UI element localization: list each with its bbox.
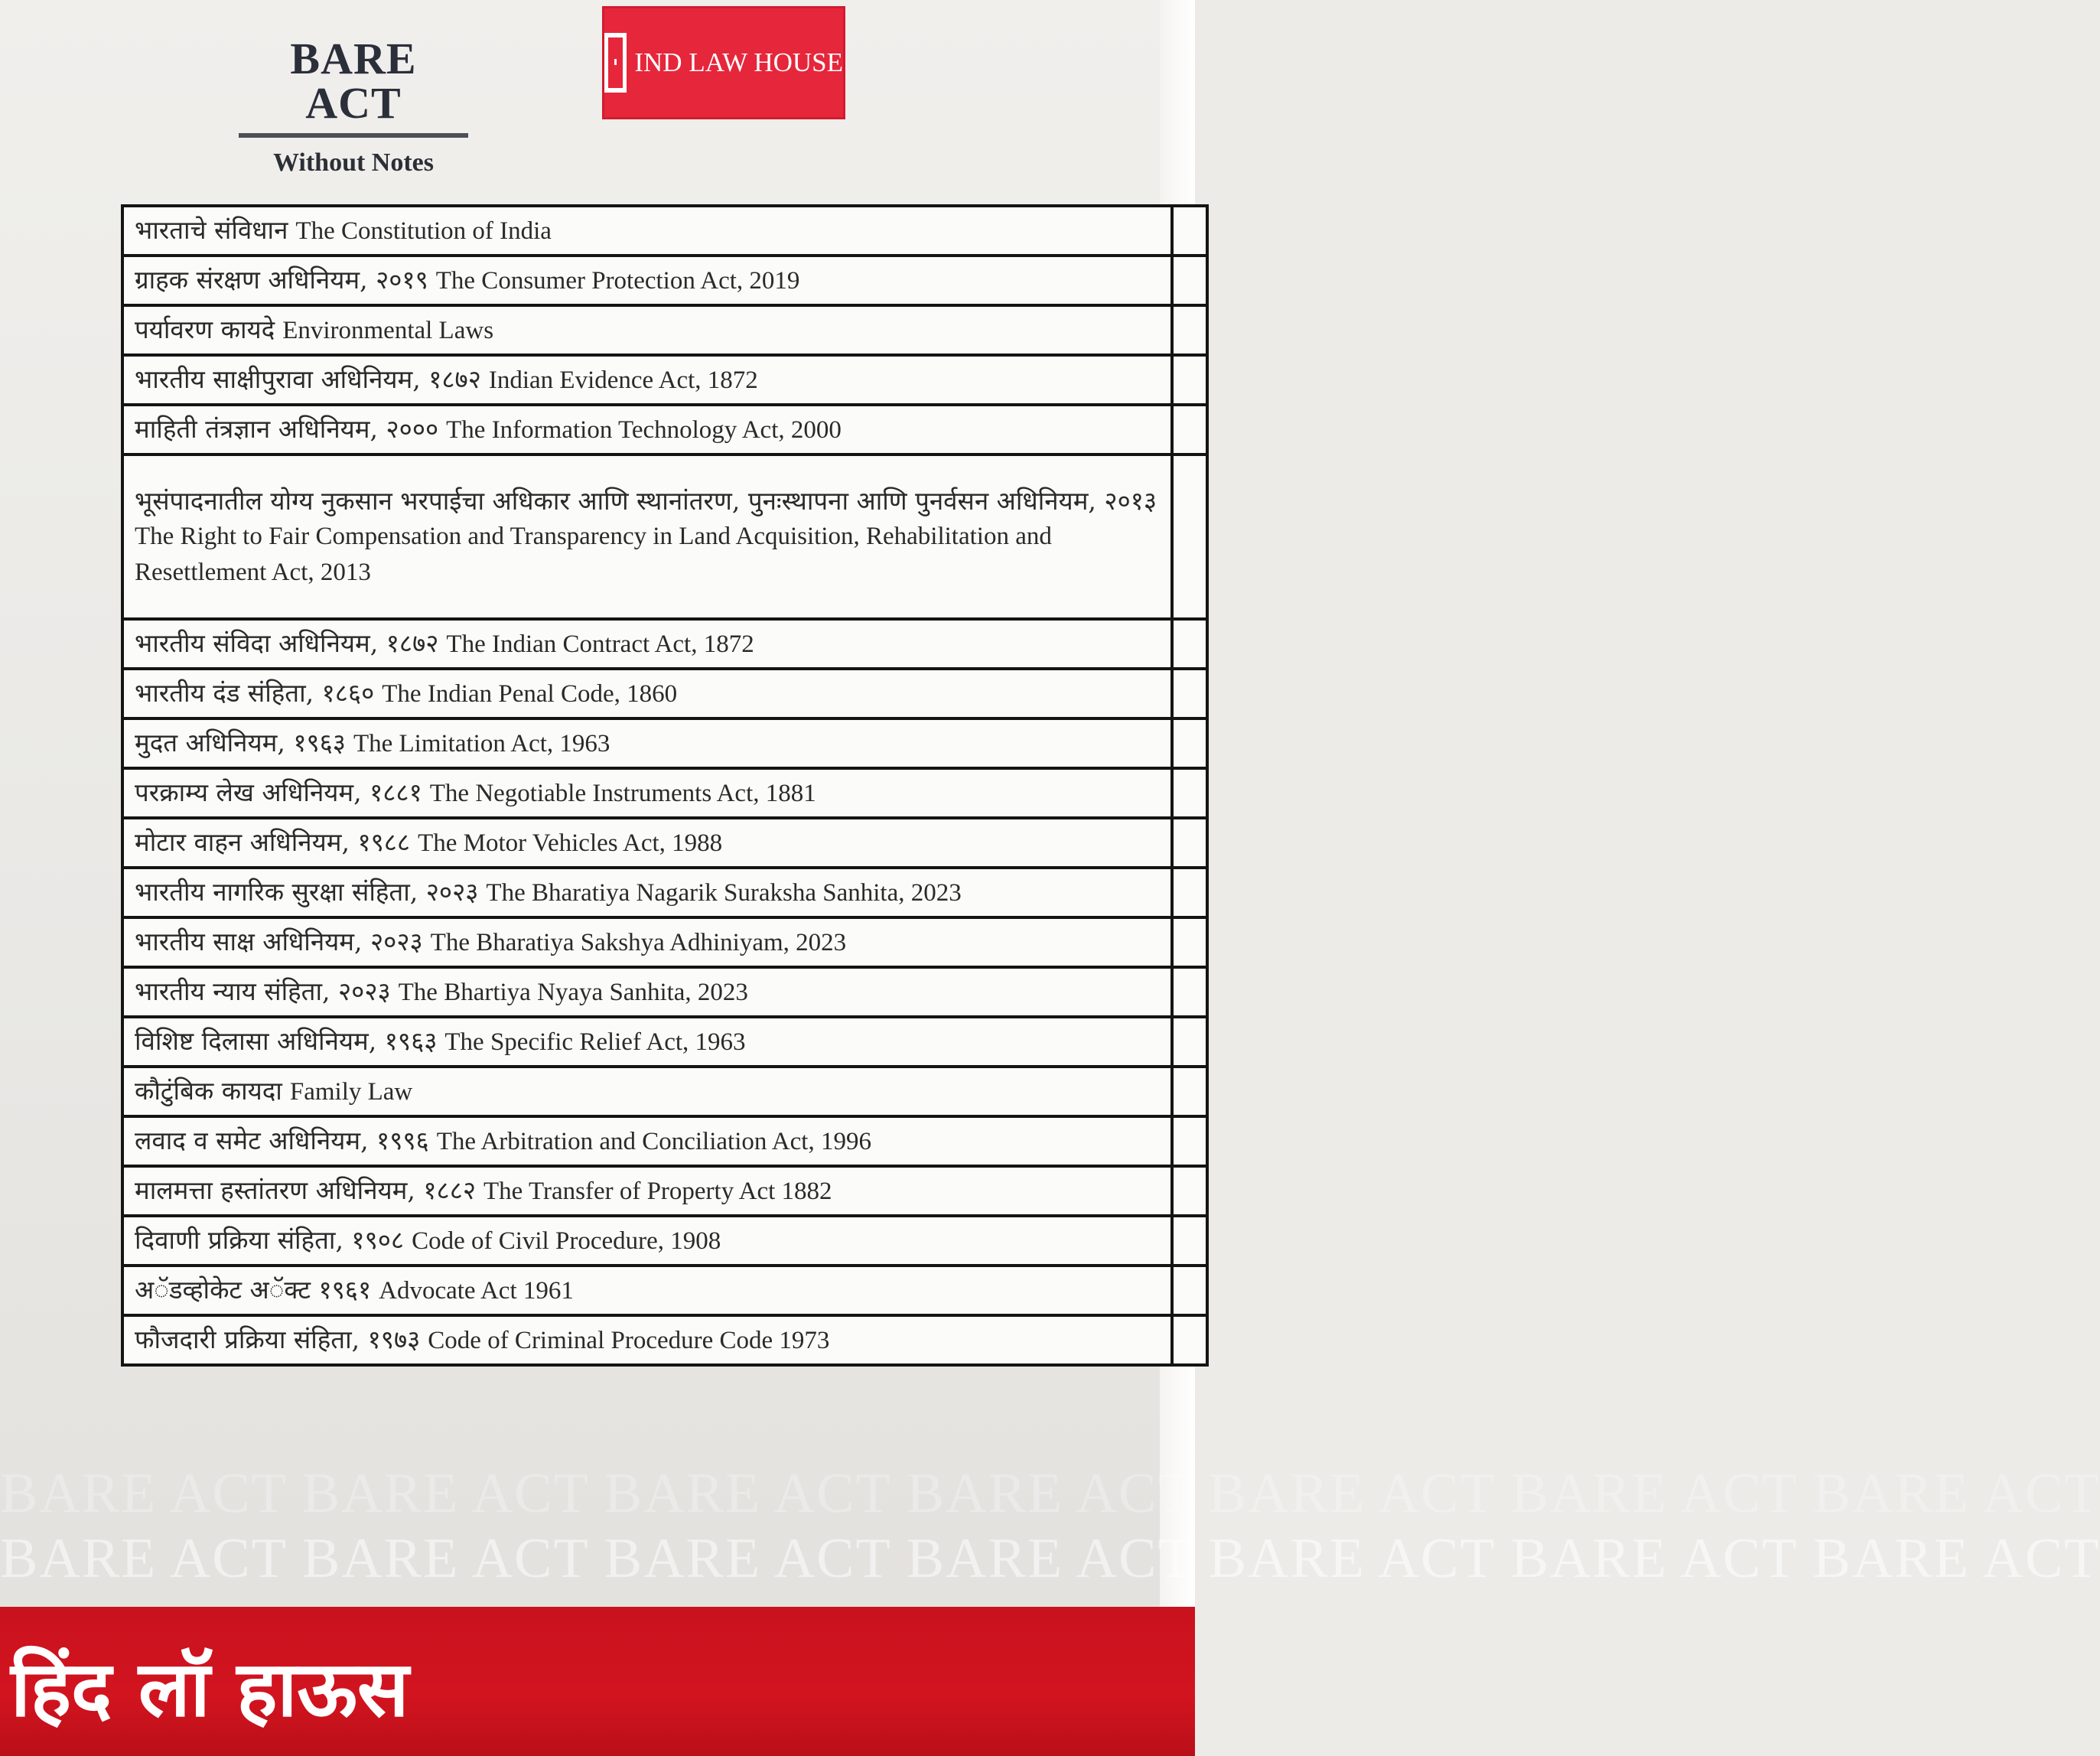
acts-list-body (122, 206, 1207, 1365)
h-monogram-icon (604, 33, 627, 93)
act-name-cell (122, 355, 1172, 405)
act-empty-cell (1172, 619, 1207, 669)
act-name-english: The Information Technology Act, 2000 (446, 416, 842, 444)
act-name-cell (122, 1266, 1172, 1315)
act-name-marathi: अॅडव्होकेट अॅक्ट १९६१ (135, 1275, 372, 1305)
act-empty-cell (1172, 256, 1207, 305)
watermark-strip-lower: BARE ACT BARE ACT BARE ACT BARE ACT BARE ACT BARE ACT BARE ACT (0, 1527, 2100, 1590)
table-row (122, 1216, 1207, 1266)
act-name-english: Code of Civil Procedure, 1908 (412, 1227, 721, 1255)
act-name-english: The Bharatiya Sakshya Adhiniyam, 2023 (430, 929, 847, 956)
table-row (122, 917, 1207, 967)
act-name-marathi: मालमत्ता हस्तांतरण अधिनियम, १८८२ (135, 1175, 477, 1205)
act-name-marathi: ग्राहक संरक्षण अधिनियम, २०१९ (135, 265, 428, 295)
footer-publisher-title: हिंद लॉ हाऊस (11, 1644, 409, 1734)
table-row (122, 454, 1207, 619)
act-name-marathi: भारतीय साक्ष अधिनियम, २०२३ (135, 927, 423, 956)
act-name-marathi: भारताचे संविधान (135, 215, 288, 245)
act-name-cell (122, 917, 1172, 967)
act-name-english: The Bharatiya Nagarik Suraksha Sanhita, 2023 (486, 879, 962, 907)
act-name-english: The Constitution of India (295, 217, 552, 245)
table-row (122, 1166, 1207, 1216)
act-name-english: Indian Evidence Act, 1872 (488, 367, 758, 394)
act-empty-cell (1172, 1315, 1207, 1365)
act-name-english: The Indian Penal Code, 1860 (382, 680, 678, 708)
table-row (122, 405, 1207, 454)
act-name-marathi: भारतीय साक्षीपुरावा अधिनियम, १८७२ (135, 364, 481, 394)
act-empty-cell (1172, 206, 1207, 256)
act-name-cell (122, 768, 1172, 818)
table-row (122, 355, 1207, 405)
act-name-marathi: मोटार वाहन अधिनियम, १९८८ (135, 827, 411, 857)
act-empty-cell (1172, 967, 1207, 1017)
act-name-cell (122, 405, 1172, 454)
act-name-cell (122, 669, 1172, 718)
act-name-english: Code of Criminal Procedure Code 1973 (428, 1327, 830, 1354)
act-name-marathi: भारतीय नागरिक सुरक्षा संहिता, २०२३ (135, 877, 479, 907)
act-name-marathi: कौटुंबिक कायदा (135, 1076, 282, 1106)
act-name-marathi: परक्राम्य लेख अधिनियम, १८८१ (135, 777, 422, 807)
act-name-english: Environmental Laws (282, 317, 494, 344)
table-row (122, 1315, 1207, 1365)
act-name-marathi: भारतीय दंड संहिता, १८६० (135, 678, 375, 708)
act-name-marathi: भूसंपादनातील योग्य नुकसान भरपाईचा अधिकार आणि स्थानांतरण, पुनःस्थापना आणि पुनर्वसन अधिनियम, २०१३ (135, 486, 1157, 516)
table-row (122, 305, 1207, 355)
act-name-cell (122, 967, 1172, 1017)
act-empty-cell (1172, 818, 1207, 868)
act-name-marathi: विशिष्ट दिलासा अधिनियम, १९६३ (135, 1026, 438, 1056)
table-row (122, 1116, 1207, 1166)
table-row (122, 868, 1207, 917)
act-name-cell (122, 256, 1172, 305)
table-row (122, 206, 1207, 256)
act-empty-cell (1172, 1116, 1207, 1166)
watermark-strip-upper: BARE ACT BARE ACT BARE ACT BARE ACT BARE ACT BARE ACT BARE ACT (0, 1462, 2100, 1525)
act-name-cell (122, 1116, 1172, 1166)
table-row (122, 1017, 1207, 1067)
publisher-logo-text: IND LAW HOUSE (634, 47, 843, 77)
act-name-marathi: दिवाणी प्रक्रिया संहिता, १९०८ (135, 1225, 405, 1255)
act-name-english: The Bhartiya Nyaya Sanhita, 2023 (398, 979, 748, 1006)
acts-list-table (121, 204, 1209, 1367)
table-row (122, 256, 1207, 305)
act-name-cell (122, 305, 1172, 355)
act-empty-cell (1172, 355, 1207, 405)
publisher-logo (602, 6, 845, 119)
act-empty-cell (1172, 305, 1207, 355)
act-empty-cell (1172, 1017, 1207, 1067)
badge-title: BARE ACT (239, 37, 468, 138)
badge-subtitle: Without Notes (273, 148, 434, 177)
table-row (122, 768, 1207, 818)
act-name-cell (122, 1315, 1172, 1365)
act-empty-cell (1172, 405, 1207, 454)
act-name-marathi: मुदत अधिनियम, १९६३ (135, 728, 346, 757)
act-name-cell (122, 454, 1172, 619)
act-empty-cell (1172, 1266, 1207, 1315)
act-name-cell (122, 1067, 1172, 1116)
act-name-english: The Transfer of Property Act 1882 (483, 1178, 832, 1205)
act-name-english: Advocate Act 1961 (379, 1277, 574, 1305)
act-empty-cell (1172, 718, 1207, 768)
table-row (122, 718, 1207, 768)
act-name-cell (122, 818, 1172, 868)
act-name-english: The Limitation Act, 1963 (353, 730, 610, 757)
table-row (122, 619, 1207, 669)
act-name-english: The Indian Contract Act, 1872 (446, 630, 754, 658)
act-empty-cell (1172, 454, 1207, 619)
act-name-marathi: माहिती तंत्रज्ञान अधिनियम, २००० (135, 414, 439, 444)
act-empty-cell (1172, 1216, 1207, 1266)
act-name-cell (122, 206, 1172, 256)
table-row (122, 967, 1207, 1017)
act-name-english: The Right to Fair Compensation and Transparency in Land Acquisition, Rehabilitation and Resettlement Act, 2013 (135, 523, 1052, 586)
act-name-english: The Negotiable Instruments Act, 1881 (429, 780, 816, 807)
table-row (122, 1067, 1207, 1116)
act-name-cell (122, 1216, 1172, 1266)
act-empty-cell (1172, 768, 1207, 818)
act-name-marathi: लवाद व समेट अधिनियम, १९९६ (135, 1126, 429, 1155)
act-empty-cell (1172, 1166, 1207, 1216)
act-name-marathi: भारतीय संविदा अधिनियम, १८७२ (135, 628, 439, 658)
act-name-cell (122, 868, 1172, 917)
table-row (122, 818, 1207, 868)
act-name-cell (122, 1166, 1172, 1216)
act-name-cell (122, 619, 1172, 669)
bare-act-badge (239, 34, 468, 178)
act-empty-cell (1172, 669, 1207, 718)
act-empty-cell (1172, 868, 1207, 917)
act-empty-cell (1172, 1067, 1207, 1116)
act-name-marathi: पर्यावरण कायदे (135, 314, 275, 344)
act-name-cell (122, 718, 1172, 768)
act-name-english: The Motor Vehicles Act, 1988 (418, 829, 723, 857)
table-row (122, 669, 1207, 718)
act-name-english: The Specific Relief Act, 1963 (444, 1028, 746, 1056)
act-name-marathi: भारतीय न्याय संहिता, २०२३ (135, 976, 391, 1006)
act-name-marathi: फौजदारी प्रक्रिया संहिता, १९७३ (135, 1324, 421, 1354)
table-row (122, 1266, 1207, 1315)
act-name-cell (122, 1017, 1172, 1067)
act-name-english: The Arbitration and Conciliation Act, 1996 (436, 1128, 871, 1155)
act-name-english: The Consumer Protection Act, 2019 (435, 267, 800, 295)
act-empty-cell (1172, 917, 1207, 967)
act-name-english: Family Law (289, 1078, 413, 1106)
